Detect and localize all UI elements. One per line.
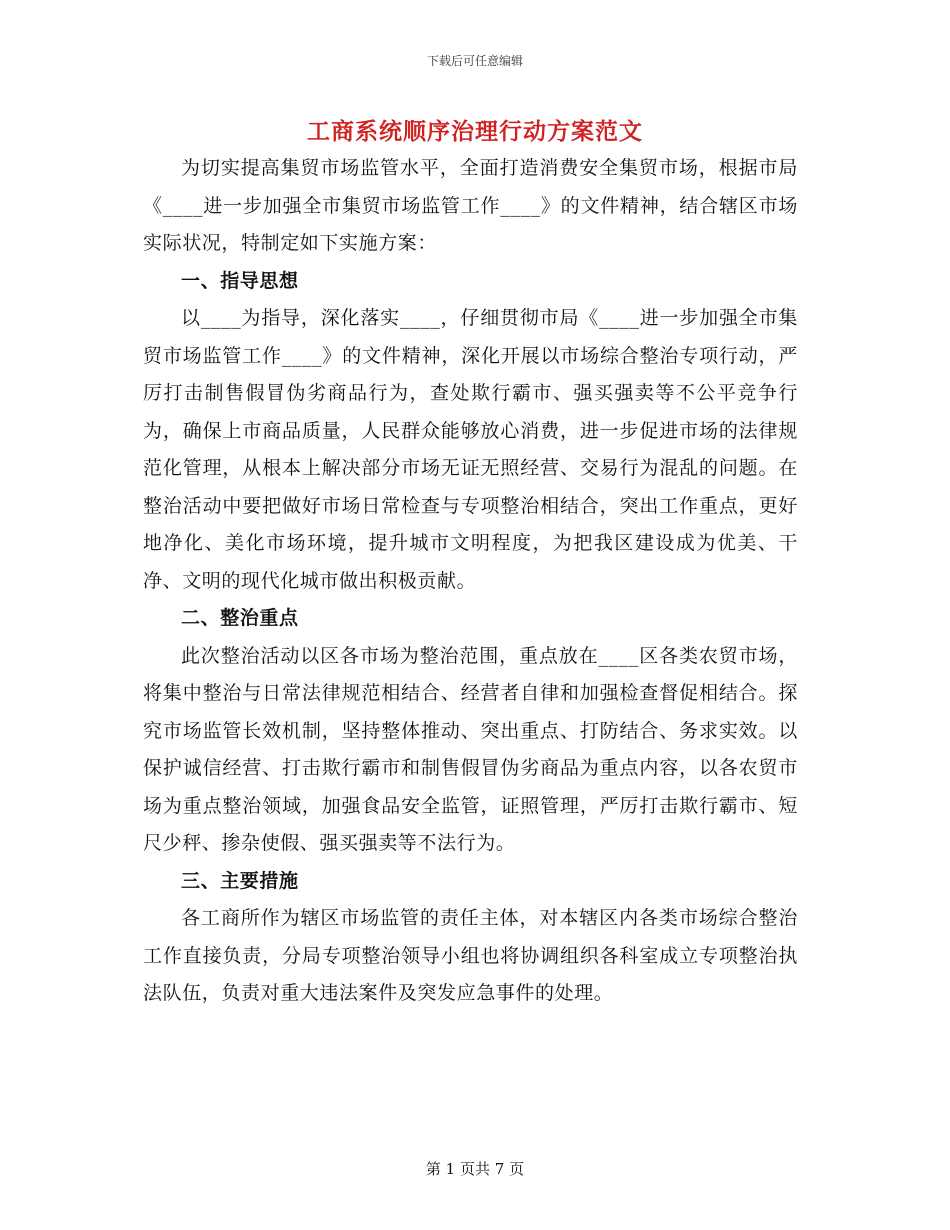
section-heading-focus: 二、整治重点 [181,607,299,629]
section-heading-measures: 三、主要措施 [181,869,299,892]
document-body [143,150,798,1013]
section-body-measures: 各工商所作为辖区市场监管的责任主体，对本辖区内各类市场综合整治工作直接负责，分局专项整治领导小组也将协调组织各科室成立专项整治执法队伍，负责对重大违法案件及突发应急事件的处理。 [143,907,798,1004]
document-title: 工商系统顺序治理行动方案范文 [307,118,643,145]
section-body-guiding-ideology: 以____为指导，深化落实____，仔细贯彻市局《____进一步加强全市集贸市场监管工作____》的文件精神，深化开展以市场综合整治专项行动，严厉打击制售假冒伪劣商品行为，查处欺行霸市、强买强卖等不公平竞争行为，确保上市商品质量，人民群众能够放心消费，进一步促进市场的法律规范化管理，从根本上解决部分市场无证无照经营、交易行为混乱的问题。在整治活动中要把做好市场日常检查与专项整治相结合，突出工作重点，更好地净化、美化市场环境，提升城市文明程度，为把我区建设成为优美、干净、文明的现代化城市做出积极贡献。 [143,307,798,592]
section-body-focus: 此次整治活动以区各市场为整治范围，重点放在____区各类农贸市场，将集中整治与日常法律规范相结合、经营者自律和加强检查督促相结合。探究市场监管长效机制，坚持整体推动、突出重点、打防结合、务求实效。以保护诚信经营、打击欺行霸市和制售假冒伪劣商品为重点内容，以各农贸市场为重点整治领域，加强食品安全监管，证照管理，严厉打击欺行霸市、短尺少秤、掺杂使假、强买强卖等不法行为。 [143,644,798,854]
intro-paragraph: 为切实提高集贸市场监管水平，全面打造消费安全集贸市场，根据市局《____进一步加强全市集贸市场监管工作____》的文件精神，结合辖区市场实际状况，特制定如下实施方案： [143,157,798,254]
header-note: 下载后可任意编辑 [426,54,523,68]
page-number: 第 1 页共 7 页 [425,1160,525,1178]
section-heading-guiding-ideology: 一、指导思想 [181,269,299,292]
